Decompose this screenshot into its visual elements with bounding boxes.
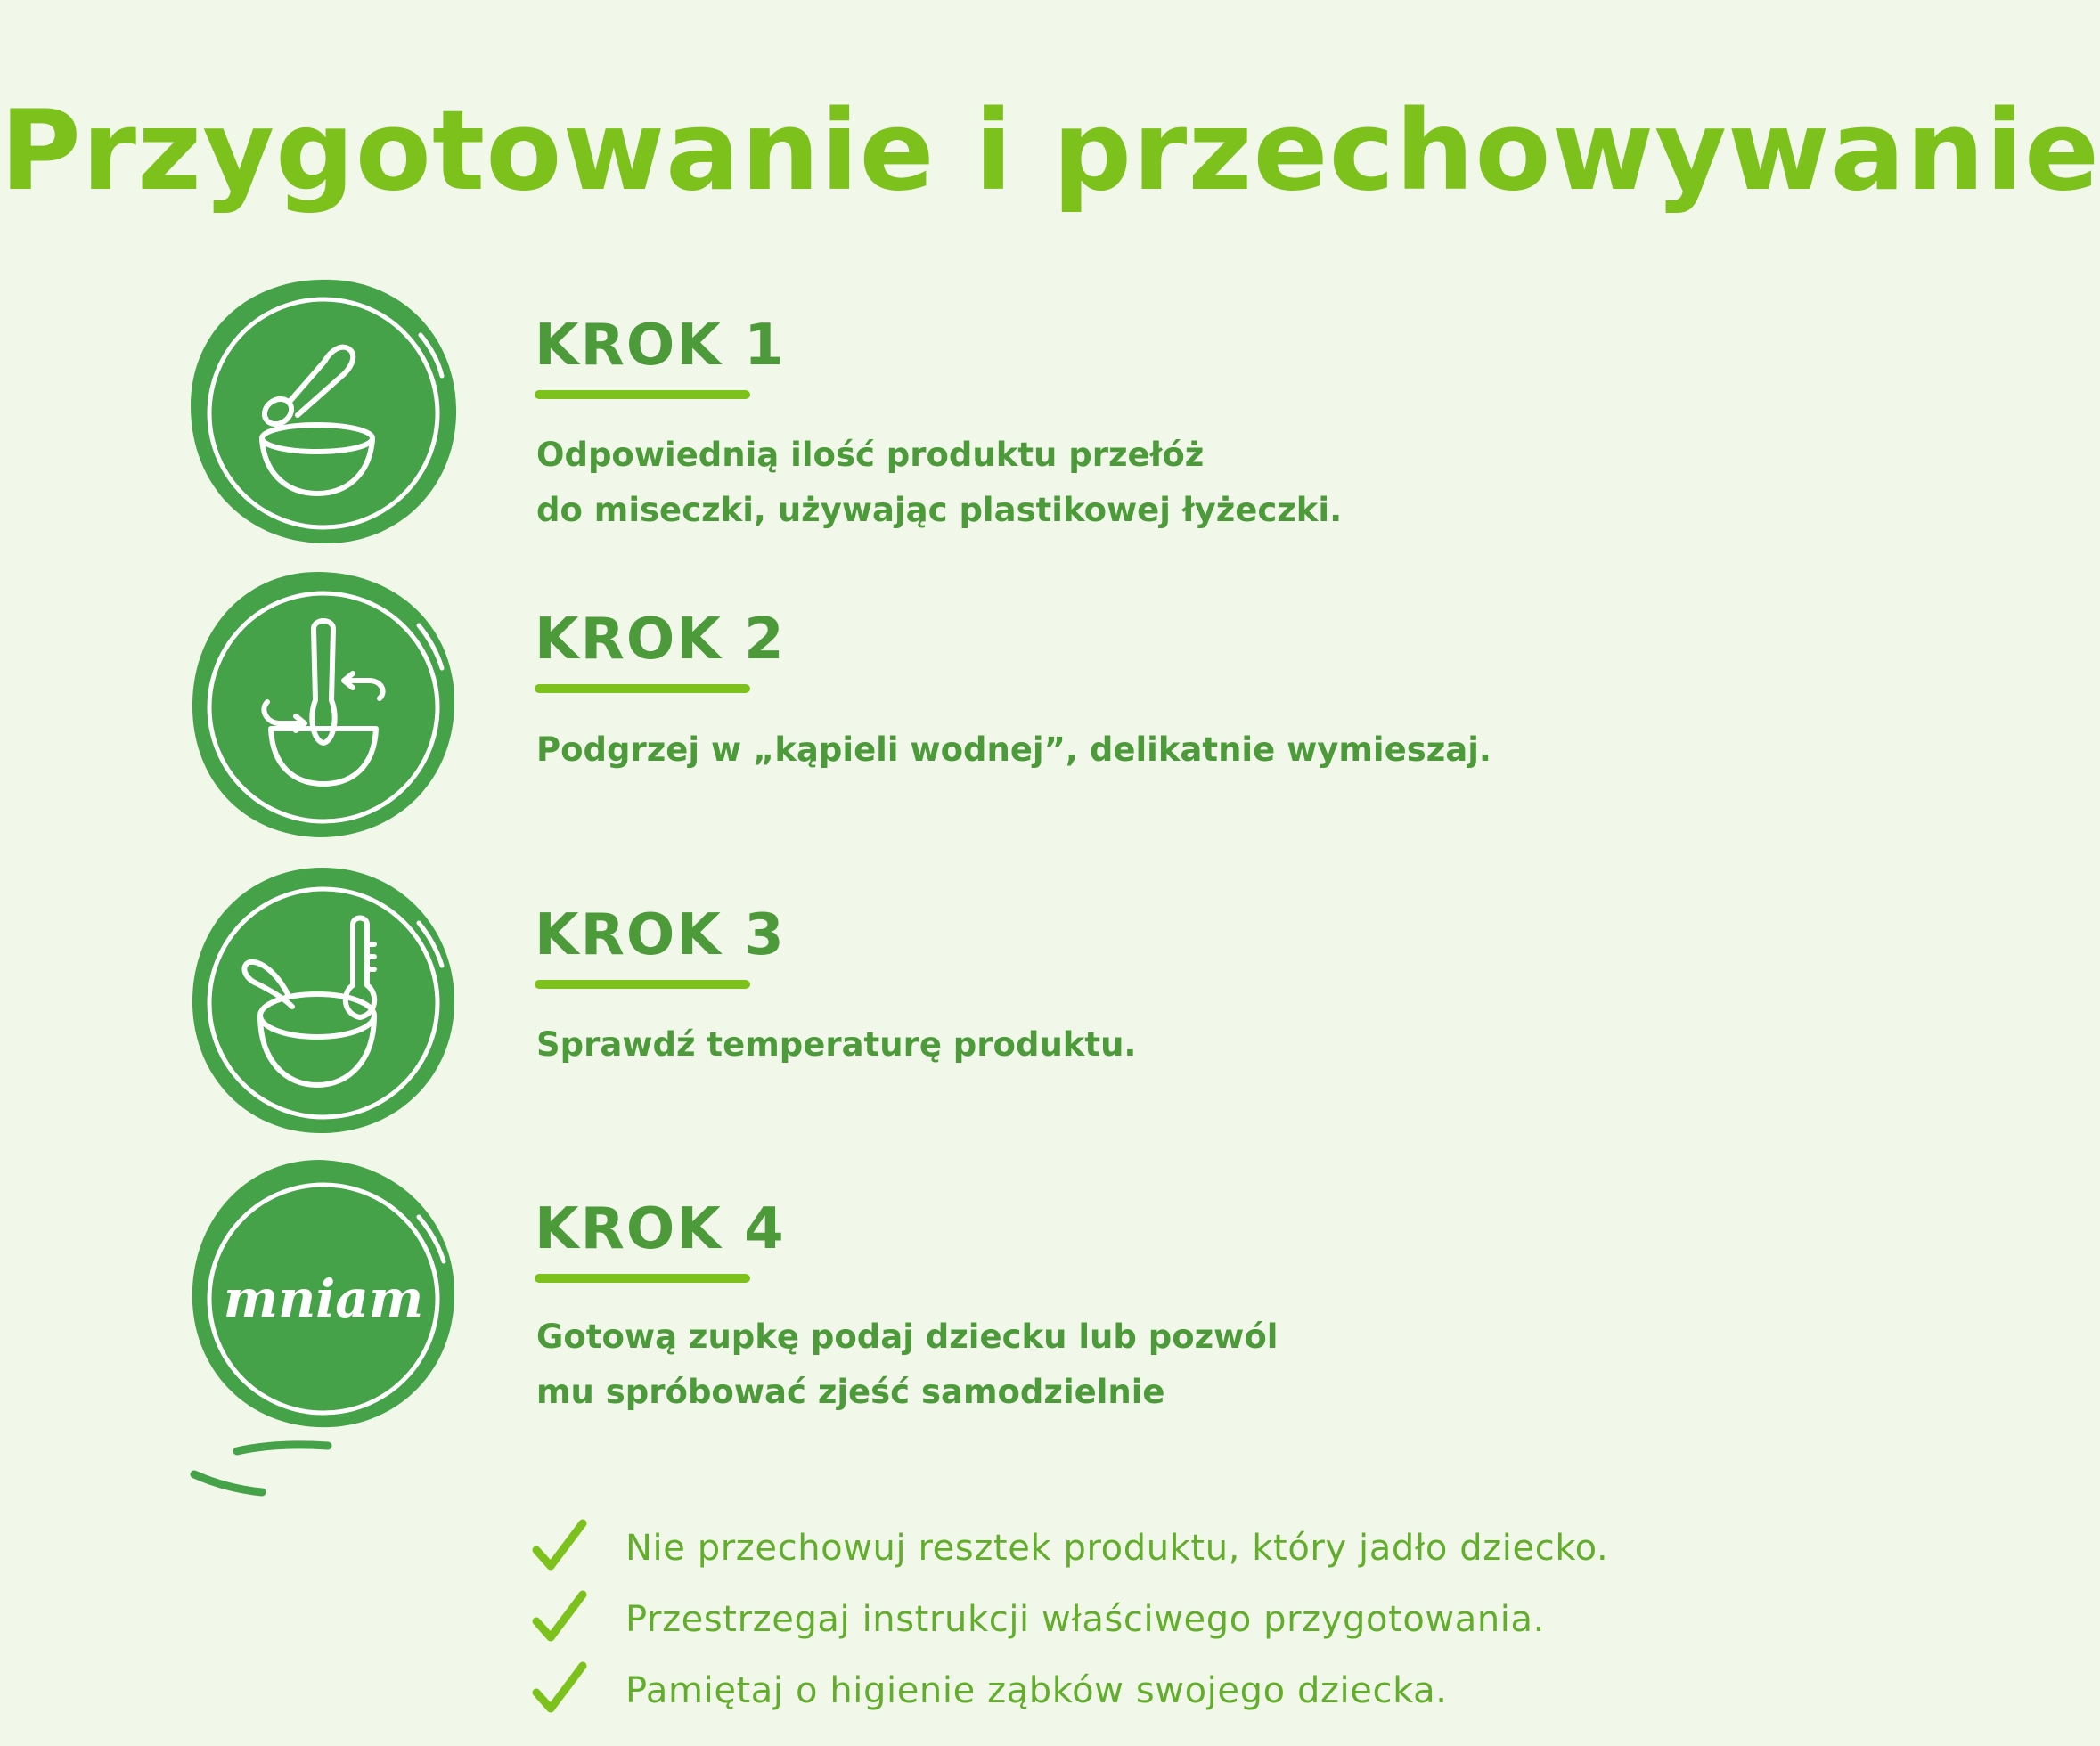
bowl-stir-icon xyxy=(185,567,462,843)
bowl-thermometer-icon xyxy=(185,862,462,1138)
step-1-line-1: Odpowiednią ilość produktu przełóż xyxy=(536,436,1205,474)
tip-text: Przestrzegaj instrukcji właściwego przygotowania. xyxy=(625,1599,1545,1640)
step-3-heading: KROK 3 xyxy=(535,902,786,968)
step-4-line-1: Gotową zupkę podaj dziecku lub pozwól xyxy=(536,1318,1279,1356)
step-3-text xyxy=(536,1017,1136,1073)
tip-text: Nie przechowuj resztek produktu, który jadło dziecko. xyxy=(625,1528,1609,1569)
checkmark-icon xyxy=(531,1589,588,1646)
step-4-heading: KROK 4 xyxy=(535,1196,786,1262)
motion-swoosh-decoration xyxy=(178,1430,356,1510)
step-2-heading: KROK 2 xyxy=(535,607,786,673)
tip-text: Pamiętaj o higienie ząbków swojego dziecka. xyxy=(625,1670,1448,1711)
step-4-text xyxy=(536,1310,1278,1420)
step-2-text xyxy=(536,722,1491,778)
mniam-label: mniam xyxy=(223,1269,424,1329)
step-1-heading: KROK 1 xyxy=(535,313,786,379)
step-1-underline xyxy=(535,390,750,399)
step-3-underline xyxy=(535,980,750,989)
step-2-underline xyxy=(535,684,750,693)
mniam-icon xyxy=(185,1156,462,1432)
step-2-line-1: Podgrzej w „kąpieli wodnej”, delikatnie wymieszaj. xyxy=(536,730,1491,769)
step-1-text xyxy=(536,428,1342,538)
step-3-line-1: Sprawdź temperaturę produktu. xyxy=(536,1025,1137,1064)
bowl-spoon-icon xyxy=(185,273,462,549)
step-4-line-2: mu spróbować zjeść samodzielnie xyxy=(536,1373,1165,1411)
step-1-line-2: do miseczki, używając plastikowej łyżeczki. xyxy=(536,491,1343,529)
page-title: Przygotowanie i przechowywanie xyxy=(0,87,2100,216)
checkmark-icon xyxy=(531,1660,588,1717)
checkmark-icon xyxy=(531,1518,588,1575)
step-4-underline xyxy=(535,1274,750,1283)
